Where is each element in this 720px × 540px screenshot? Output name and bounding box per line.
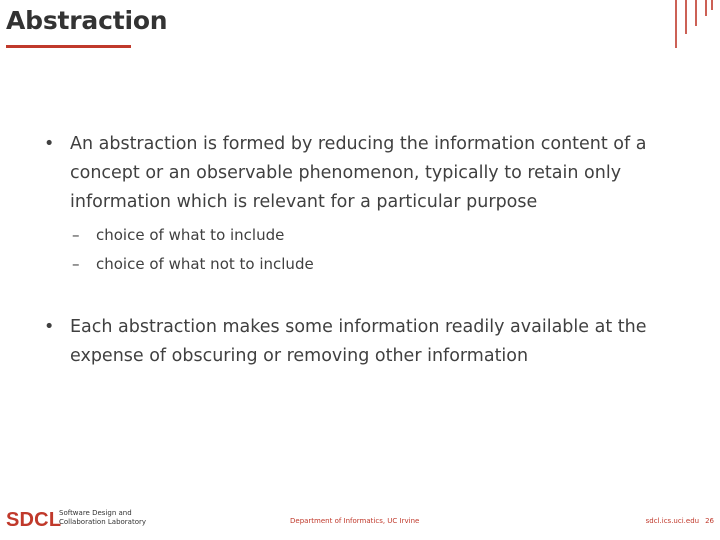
sub-bullet-item [72, 250, 684, 279]
bullet-marker: • [44, 317, 55, 337]
title-underline [6, 45, 131, 48]
sub-bullet-text: choice of what to include [96, 226, 285, 244]
sub-bullet-text: choice of what not to include [96, 255, 314, 273]
decorative-lines [654, 0, 714, 48]
lab-name [59, 509, 146, 527]
bullet-item [44, 130, 684, 217]
sub-bullet-item [72, 221, 684, 250]
sub-bullet-list [72, 221, 684, 279]
page-number: 26 [705, 517, 714, 525]
sdcl-logo: SDCL [6, 509, 62, 531]
bullet-list [44, 130, 684, 371]
sub-bullet-marker: – [72, 226, 80, 244]
website-label: sdcl.ics.uci.edu [645, 517, 700, 525]
bullet-text: An abstraction is formed by reducing the information content of a concept or an observable phenomenon, typically to retain only information which is relevant for a particular purpose [70, 134, 647, 212]
bullet-item [44, 313, 684, 371]
slide-title: Abstraction [6, 6, 168, 35]
department-label: Department of Informatics, UC Irvine [290, 517, 420, 525]
slide-footer [0, 504, 720, 540]
bullet-text: Each abstraction makes some information readily available at the expense of obscuring or removing other information [70, 317, 647, 366]
footer-site [646, 517, 714, 525]
sub-bullet-marker: – [72, 255, 80, 273]
bullet-marker: • [44, 134, 55, 154]
lab-name-line: Collaboration Laboratory [59, 518, 147, 526]
lab-name-line: Software Design and [59, 509, 132, 517]
